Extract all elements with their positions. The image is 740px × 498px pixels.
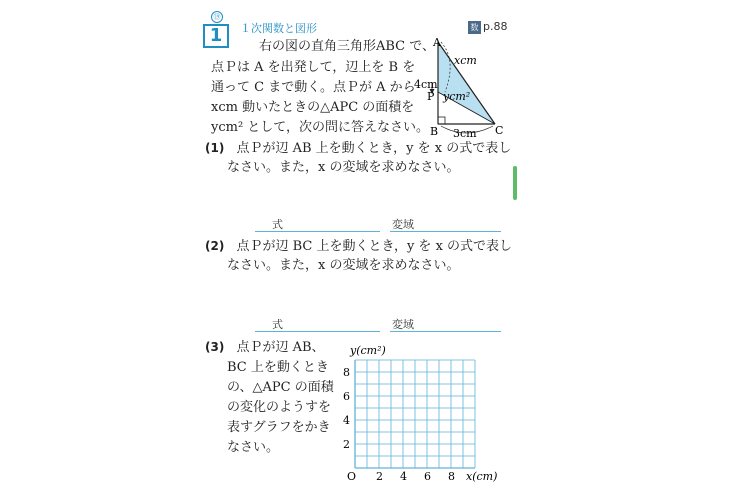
question-3 <box>205 337 325 358</box>
q1-domain-label: 変域 <box>392 218 414 231</box>
y-tick-label: 8 <box>343 366 350 379</box>
question-3-label: (3) <box>205 340 225 354</box>
triangle-figure <box>405 36 510 140</box>
question-1 <box>205 138 511 159</box>
graph-tick-labels <box>343 366 455 483</box>
question-2-line-1: 点Ｐが辺 BC 上を動くとき，y を x の式で表し <box>236 239 513 254</box>
page-edge-tab <box>513 166 517 200</box>
intro-line-3: 通って C まで動く。点Ｐが A から <box>211 80 416 95</box>
question-3-line-1: 点Ｐが辺 AB、 <box>236 340 325 355</box>
topic-title: １次関数と図形 <box>240 22 317 35</box>
x-tick-label: 2 <box>376 470 383 483</box>
question-1-label: (1) <box>205 141 225 155</box>
label-4cm: 4cm <box>414 78 438 91</box>
question-2-label: (2) <box>205 239 225 253</box>
q2-formula-label: 式 <box>272 318 283 331</box>
y-axis-label: y(cm²) <box>350 344 386 357</box>
label-xcm: xcm <box>454 54 477 67</box>
q2-domain-answer-line[interactable] <box>390 331 501 332</box>
question-3-line-3: の、△APC の面積 <box>227 380 334 395</box>
reference-page: p.88 <box>483 20 508 33</box>
y-tick-label: 6 <box>343 390 350 403</box>
label-c: C <box>495 124 504 137</box>
x-tick-label: 8 <box>448 470 455 483</box>
question-1-line-2: なさい。また，x の変域を求めなさい。 <box>227 160 460 175</box>
label-a: A <box>433 36 441 49</box>
question-1-line-1: 点Ｐが辺 AB 上を動くとき，y を x の式で表し <box>236 141 512 156</box>
question-3-line-6: なさい。 <box>227 440 280 455</box>
intro-line-4: xcm 動いたときの△APC の面積を <box>211 100 415 115</box>
q2-formula-answer-line[interactable] <box>255 331 380 332</box>
answer-graph[interactable] <box>340 340 505 490</box>
question-3-line-4: の変化のようすを <box>227 400 332 415</box>
x-axis-label: x(cm) <box>466 470 498 483</box>
q1-formula-label: 式 <box>272 218 283 231</box>
label-3cm: 3cm <box>453 127 477 140</box>
page-reference <box>468 20 507 34</box>
origin-label: O <box>347 470 357 483</box>
q2-domain-label: 変域 <box>392 318 414 331</box>
question-2-line-2: なさい。また，x の変域を求めなさい。 <box>227 258 460 273</box>
problem-number: 1 <box>203 24 229 48</box>
y-tick-label: 4 <box>343 414 350 427</box>
label-p: P <box>427 90 435 103</box>
q1-formula-answer-line[interactable] <box>255 231 380 232</box>
problem-badge: ⑲ <box>211 11 223 23</box>
x-tick-label: 6 <box>424 470 431 483</box>
intro-line-5: ycm² として，次の問に答えなさい。 <box>211 120 430 135</box>
graph-grid <box>355 360 475 468</box>
textbook-icon: 数 <box>468 21 481 34</box>
intro-line-2: 点Ｐは A を出発して，辺上を B を <box>211 60 416 75</box>
intro-line-1: 右の図の直角三角形ABC で、 <box>259 39 436 54</box>
q1-domain-answer-line[interactable] <box>390 231 501 232</box>
y-tick-label: 2 <box>343 438 350 451</box>
question-3-line-5: 表すグラフをかき <box>227 420 331 435</box>
label-ycm2: ycm² <box>443 90 471 103</box>
question-3-line-2: BC 上を動くとき <box>227 360 329 375</box>
x-tick-label: 4 <box>400 470 407 483</box>
question-2 <box>205 236 512 257</box>
label-b: B <box>430 125 439 138</box>
